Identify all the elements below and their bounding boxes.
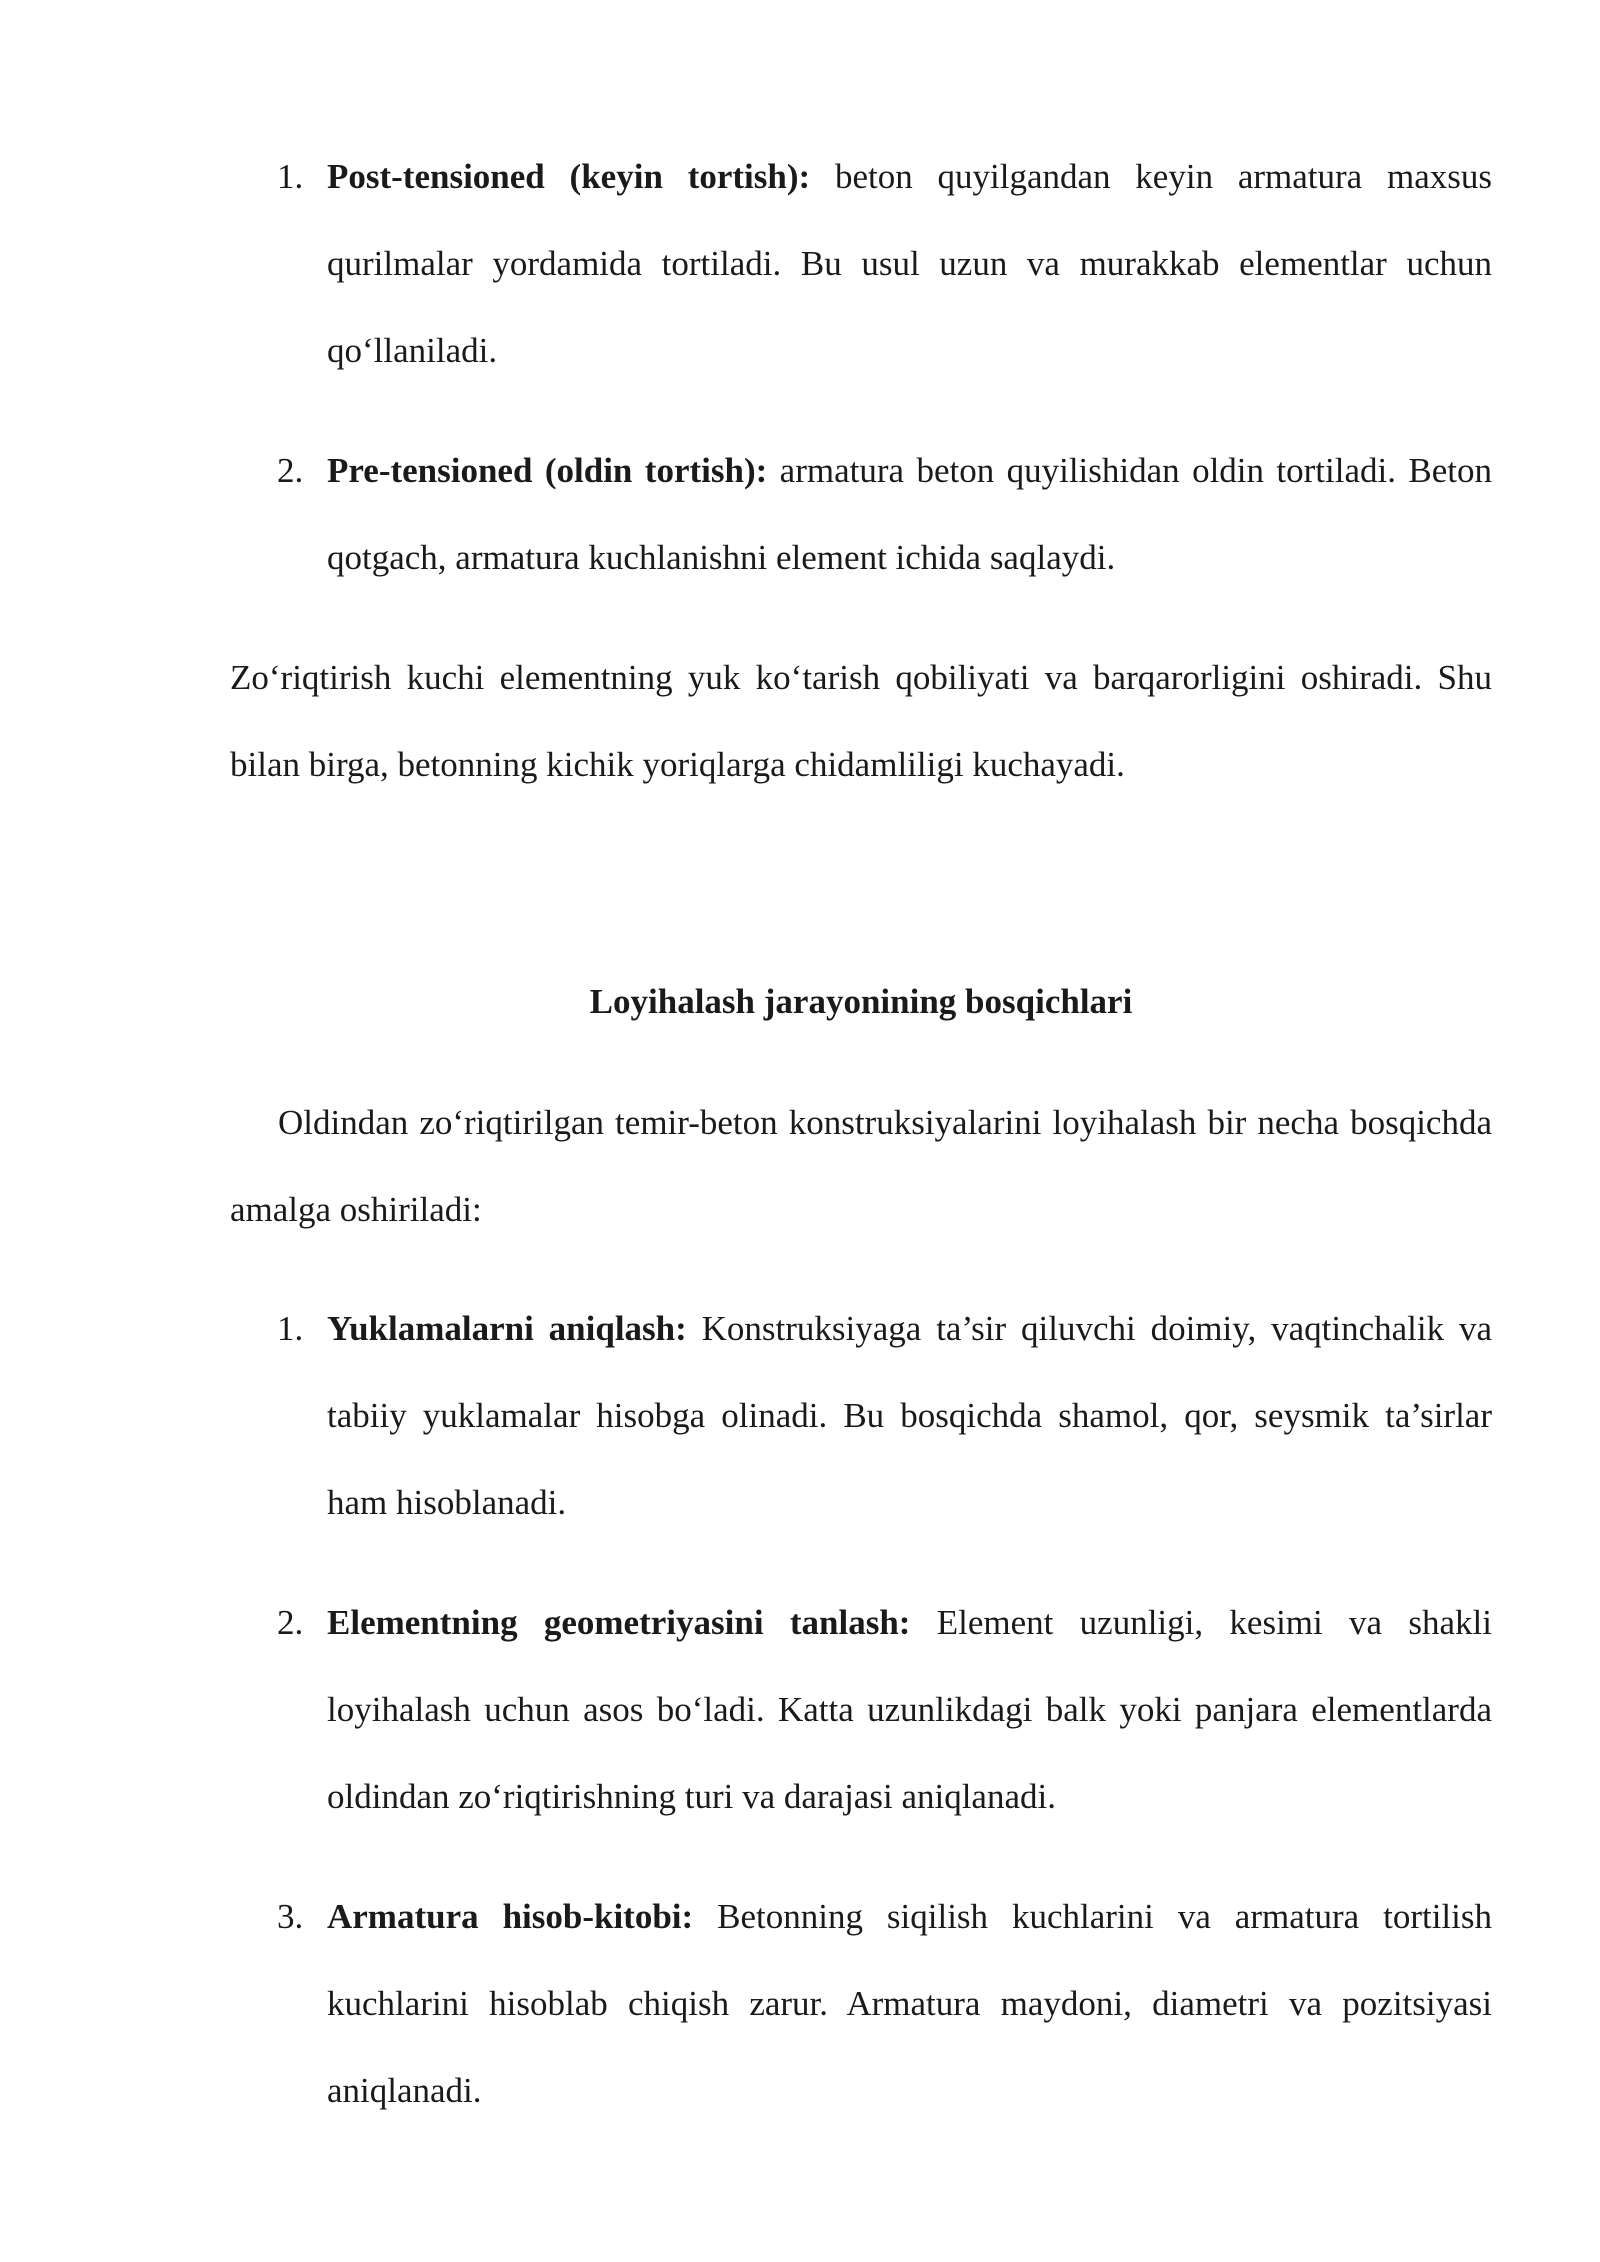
list-item-yuklamalar: [230, 1285, 1492, 1546]
list-term: Post-tensioned (keyin tortish):: [327, 157, 811, 196]
list-text: Element uzunligi, kesimi va shakli loyihalash uchun asos bo‘ladi. Katta uzunlikdagi balk yoki panjara elementlarda oldindan zo‘riqtirishning turi va darajasi aniqlanadi.: [327, 1603, 1492, 1816]
list-text: Betonning siqilish kuchlarini va armatura tortilish kuchlarini hisoblab chiqish zarur. Armatura maydoni, diametri va pozitsiyasi aniqlanadi.: [327, 1897, 1492, 2110]
list-text: armatura beton quyilishidan oldin tortiladi. Beton qotgach, armatura kuchlanishni element ichida saqlaydi.: [327, 451, 1493, 577]
list-term: Armatura hisob-kitobi:: [327, 1897, 694, 1936]
list-term: Pre-tensioned (oldin tortish):: [327, 451, 768, 490]
list-item-armatura: [230, 1873, 1492, 2134]
list-item-pre-tensioned: [230, 427, 1492, 601]
list-item-geometriya: [230, 1579, 1492, 1840]
list-number: 3.: [277, 1897, 304, 1936]
list-number: 1.: [277, 1309, 304, 1348]
list-text: Konstruksiyaga ta’sir qiluvchi doimiy, vaqtinchalik va tabiiy yuklamalar hisobga olinadi. Bu bosqichda shamol, qor, seysmik ta’sirlar ham hisoblanadi.: [327, 1309, 1492, 1522]
list-number: 2.: [277, 1603, 304, 1642]
intro-paragraph: Oldindan zo‘riqtirilgan temir-beton konstruksiyalarini loyihalash bir necha bosqichda amalga oshiriladi:: [230, 1103, 1492, 1229]
list-number: 2.: [277, 451, 304, 490]
list-item-post-tensioned: [230, 133, 1492, 394]
list-text: beton quyilgandan keyin armatura maxsus qurilmalar yordamida tortiladi. Bu usul uzun va murakkab elementlar uchun qo‘llaniladi.: [327, 157, 1492, 370]
body-paragraph: Zo‘riqtirish kuchi elementning yuk ko‘tarish qobiliyati va barqarorligini oshiradi. Shu bilan birga, betonning kichik yoriqlarga chidamliligi kuchayadi.: [230, 658, 1492, 784]
list-term: Elementning geometriyasini tanlash:: [327, 1603, 911, 1642]
list-term: Yuklamalarni aniqlash:: [327, 1309, 687, 1348]
section-heading: Loyihalash jarayonining bosqichlari: [589, 982, 1133, 1021]
list-number: 1.: [277, 157, 304, 196]
